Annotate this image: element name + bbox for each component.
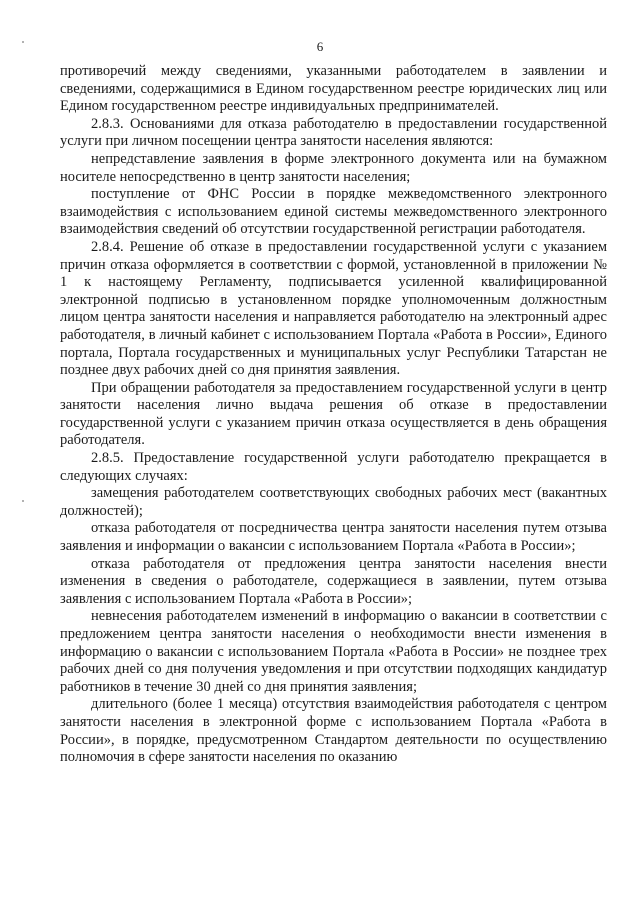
paragraph-2-8-5-a: замещения работодателем соответствующих свободных рабочих мест (вакантных должностей); bbox=[60, 485, 607, 519]
paragraph-2-8-3-b: поступление от ФНС России в порядке межведомственного электронного взаимодействия с использованием единой системы межведомственного электронного взаимодействия сведений об отсутствии государственной регистрации работодателя. bbox=[60, 186, 607, 238]
page-number: 6 bbox=[316, 39, 324, 54]
document-body bbox=[60, 63, 607, 767]
paragraph-2-8-4-b: При обращении работодателя за предоставлением государственной услуги в центр занятости населения лично выдача решения об отказе в предоставлении государственной услуги с указанием причин отказа осуществляется в день обращения работодателя. bbox=[60, 379, 607, 449]
paragraph-continuation: противоречий между сведениями, указанными работодателем в заявлении и сведениями, содержащимися в Едином государственном реестре юридических лиц или Едином государственном реестре индивидуальных предпринимателей. bbox=[60, 63, 607, 115]
paragraph-2-8-5: 2.8.5. Предоставление государственной услуги работодателю прекращается в следующих случаях: bbox=[60, 450, 607, 484]
paragraph-2-8-5-b: отказа работодателя от посредничества центра занятости населения путем отзыва заявления и информации о вакансии с использованием Портала «Работа в России»; bbox=[60, 520, 607, 555]
paragraph-2-8-3-a: непредставление заявления в форме электронного документа или на бумажном носителе непосредственно в центр занятости населения; bbox=[60, 150, 607, 185]
paragraph-2-8-3: 2.8.3. Основаниями для отказа работодателю в предоставлении государственной услуги при личном посещении центра занятости населения являются: bbox=[60, 115, 607, 150]
paragraph-2-8-4: 2.8.4. Решение об отказе в предоставлении государственной услуги с указанием причин отказа оформляется в соответствии с формой, установленной в приложении № 1 к настоящему Регламенту, подписывается усиленной квалифицированной электронной подписью в установленном порядке уполномоченным должностным лицом центра занятости населения и направляется работодателю на электронный адрес работодателя, в личный кабинет с использованием Портала «Работа в России», Единого портала, Портала государственных и муниципальных услуг Республики Татарстан не позднее двух рабочих дней со дня принятия заявления. bbox=[60, 238, 607, 379]
paragraph-2-8-5-d: невнесения работодателем изменений в информацию о вакансии в соответствии с предложением центра занятости населения о необходимости внести изменения в информацию о вакансии с использованием Портала «Работа в России» не позднее трех рабочих дней со дня получения уведомления и при отсутствии подходящих кандидатур работников в течение 30 дней со дня принятия заявления; bbox=[60, 608, 607, 695]
paragraph-2-8-5-e: длительного (более 1 месяца) отсутствия взаимодействия работодателя с центром занятости населения в электронной форме с использованием Портала «Работа в России», в порядке, предусмотренном Стандартом деятельности по осуществлению полномочия в сфере занятости населения по оказанию bbox=[60, 696, 607, 766]
scan-dot bbox=[22, 500, 24, 502]
paragraph-2-8-5-c: отказа работодателя от предложения центра занятости населения внести изменения в сведения о работодателе, содержащиеся в заявлении, путем отзыва заявления с использованием Портала «Работа в России»; bbox=[60, 555, 607, 607]
